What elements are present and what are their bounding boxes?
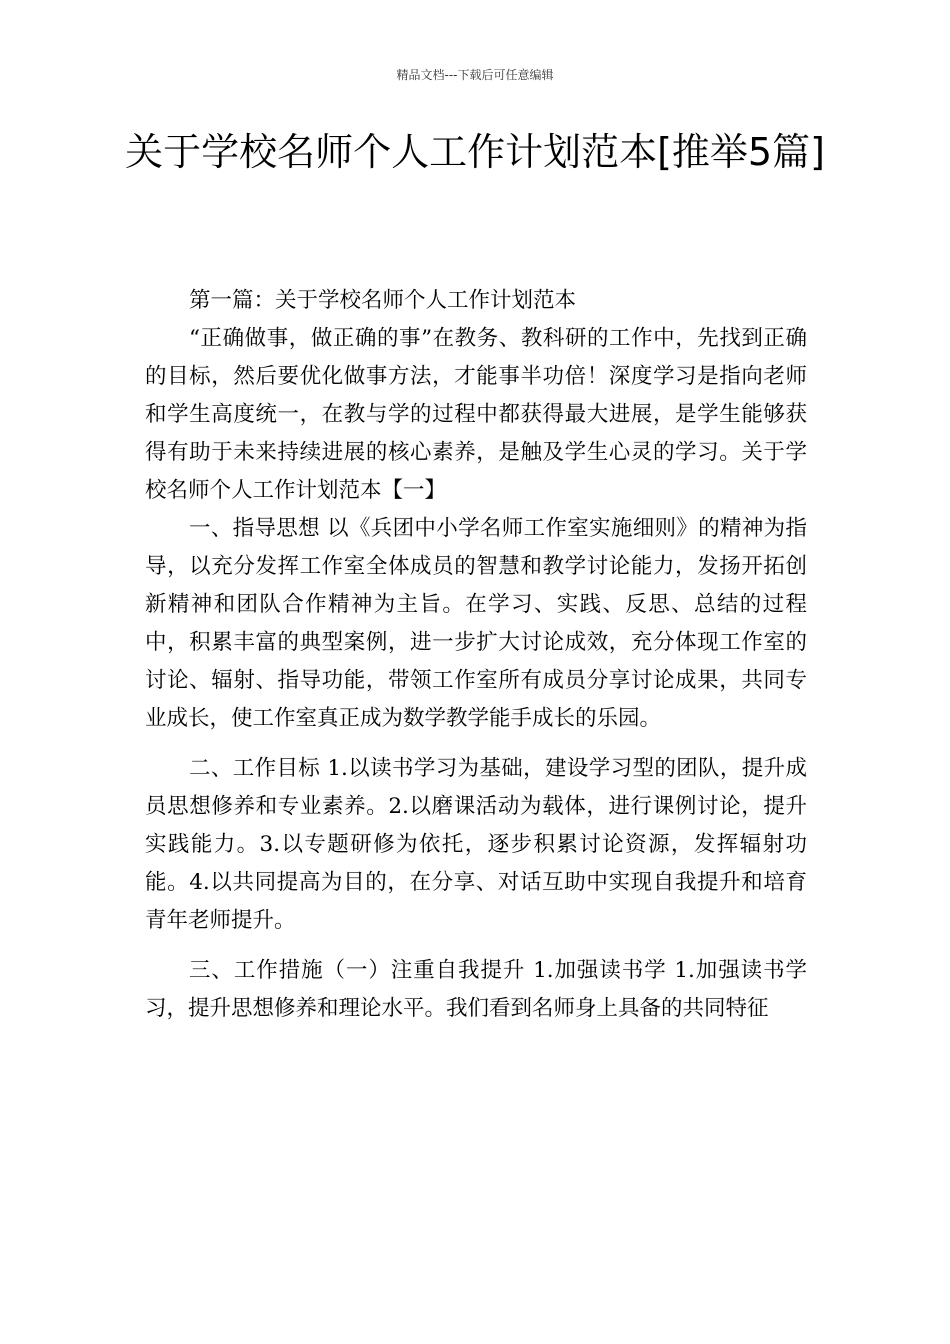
document-title: 关于学校名师个人工作计划范本[推举5篇] — [125, 130, 825, 174]
paragraph-work-goals: 二、工作目标 1.以读书学习为基础，建设学习型的团队，提升成员思想修养和专业素养。2.以磨课活动为载体，进行课例讨论，提升实践能力。3.以专题研修为依托，逐步积累讨论资源，发挥辐射功能。4.以共同提高为目的，在分享、对话互助中实现自我提升和培育青年老师提升。 — [145, 756, 807, 933]
paragraph-intro: “正确做事，做正确的事”在教务、教科研的工作中，先找到正确的目标，然后要优化做事方法，才能事半功倍！深度学习是指向老师和学生高度统一，在教与学的过程中都获得最大进展，是学生能够获得有助于未来持续进展的核心素养，是触及学生心灵的学习。关于学校名师个人工作计划范本【一】 — [145, 326, 807, 503]
paragraph-work-measures: 三、工作措施（一）注重自我提升 1.加强读书学 1.加强读书学习，提升思想修养和理论水平。我们看到名师身上具备的共同特征 — [145, 958, 807, 1021]
paragraph-section-heading: 第一篇：关于学校名师个人工作计划范本 — [189, 288, 577, 313]
header-note: 精品文档---下载后可任意编辑 — [396, 68, 554, 82]
document-body — [145, 282, 807, 1028]
paragraph-guiding-ideology: 一、指导思想 以《兵团中小学名师工作室实施细则》的精神为指导，以充分发挥工作室全体成员的智慧和教学讨论能力，发扬开拓创新精神和团队合作精神为主旨。在学习、实践、反思、总结的过程中，积累丰富的典型案例，进一步扩大讨论成效，充分体现工作室的讨论、辐射、指导功能，带领工作室所有成员分享讨论成果，共同专业成长，使工作室真正成为数学教学能手成长的乐园。 — [145, 516, 807, 731]
